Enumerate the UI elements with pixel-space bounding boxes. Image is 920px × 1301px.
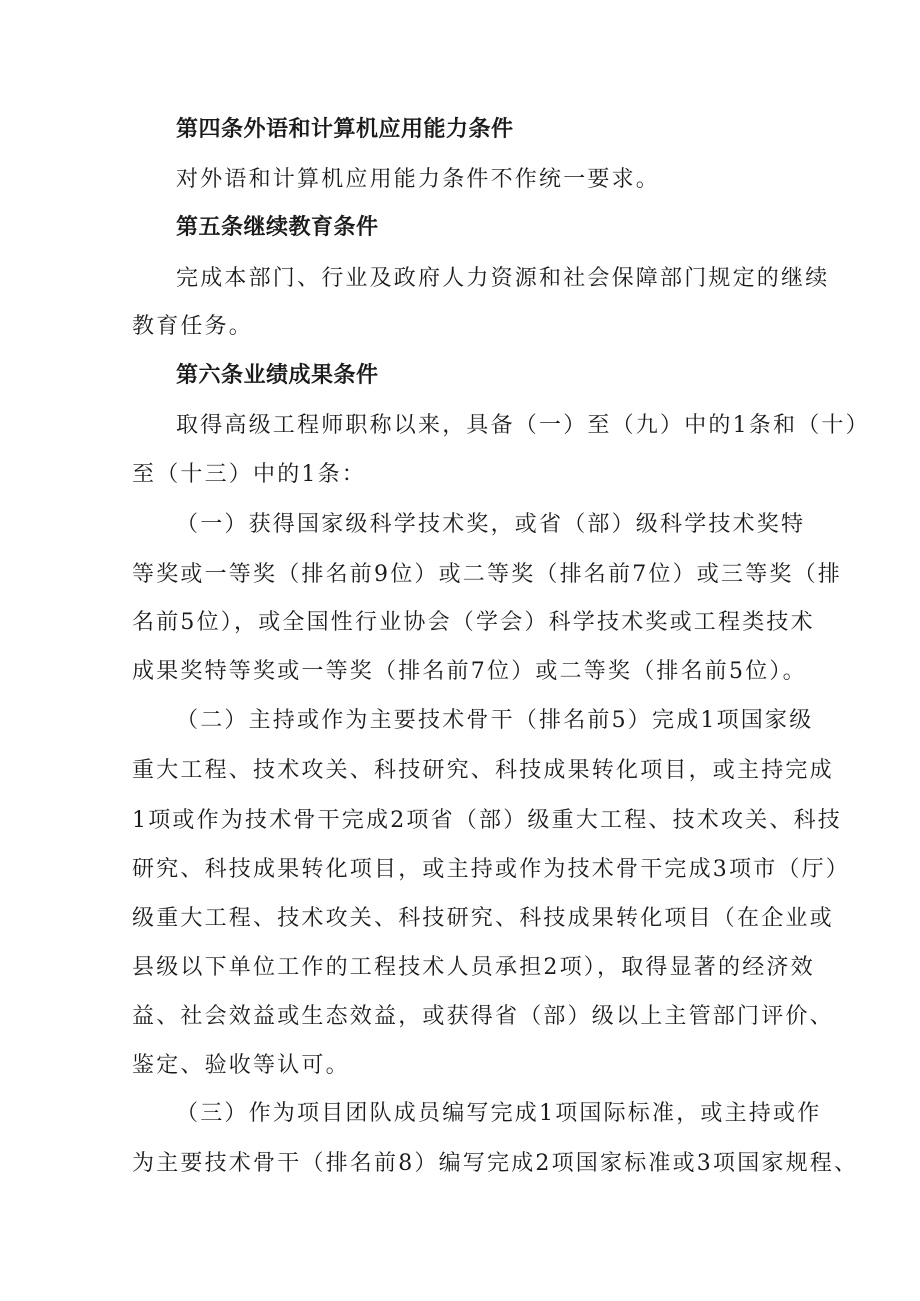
item-1-line: 成果奖特等奖或一等奖（排名前7位）或二等奖（排名前5位）。 (132, 659, 807, 684)
article-5-body-line: 完成本部门、行业及政府人力资源和社会保障部门规定的继续 (176, 266, 830, 291)
item-2-line: 重大工程、技术攻关、科技研究、科技成果转化项目，或主持完成 (132, 758, 834, 783)
item-2-line: 1项或作为技术骨干完成2项省（部）级重大工程、技术攻关、科技 (132, 808, 842, 833)
item-2-line: 鉴定、验收等认可。 (132, 1053, 350, 1078)
item-2-line: 研究、科技成果转化项目，或主持或作为技术骨干完成3项市（厅） (132, 857, 850, 882)
item-2-line: 益、社会效益或生态效益，或获得省（部）级以上主管部门评价、 (132, 1004, 834, 1029)
item-2-line: （二）主持或作为主要技术骨干（排名前5）完成1项国家级 (176, 708, 814, 733)
item-3-line: （三）作为项目团队成员编写完成1项国际标准，或主持或作 (176, 1101, 822, 1126)
article-5-body-line: 教育任务。 (132, 314, 254, 339)
article-4-heading: 第四条外语和计算机应用能力条件 (176, 117, 514, 142)
article-5-heading: 第五条继续教育条件 (176, 215, 379, 240)
item-2-line: 级重大工程、技术攻关、科技研究、科技成果转化项目（在企业或 (132, 906, 834, 931)
item-3-line: 为主要技术骨干（排名前8）编写完成2项国家标准或3项国家规程、 (132, 1151, 859, 1176)
item-1-line: 等奖或一等奖（排名前9位）或二等奖（排名前7位）或三等奖（排 (132, 562, 842, 587)
article-4-body-line: 对外语和计算机应用能力条件不作统一要求。 (176, 167, 661, 192)
item-1-line: 名前5位），或全国性行业协会（学会）科学技术奖或工程类技术 (132, 610, 815, 635)
article-6-heading: 第六条业绩成果条件 (176, 363, 379, 388)
item-2-line: 县级以下单位工作的工程技术人员承担2项），取得显著的经济效 (132, 955, 815, 980)
article-6-intro-line: 至（十三）中的1条： (132, 462, 366, 487)
article-6-intro-line: 取得高级工程师职称以来，具备（一）至（九）中的1条和（十） (176, 413, 870, 438)
item-1-line: （一）获得国家级科学技术奖，或省（部）级科学技术奖特 (176, 512, 806, 537)
